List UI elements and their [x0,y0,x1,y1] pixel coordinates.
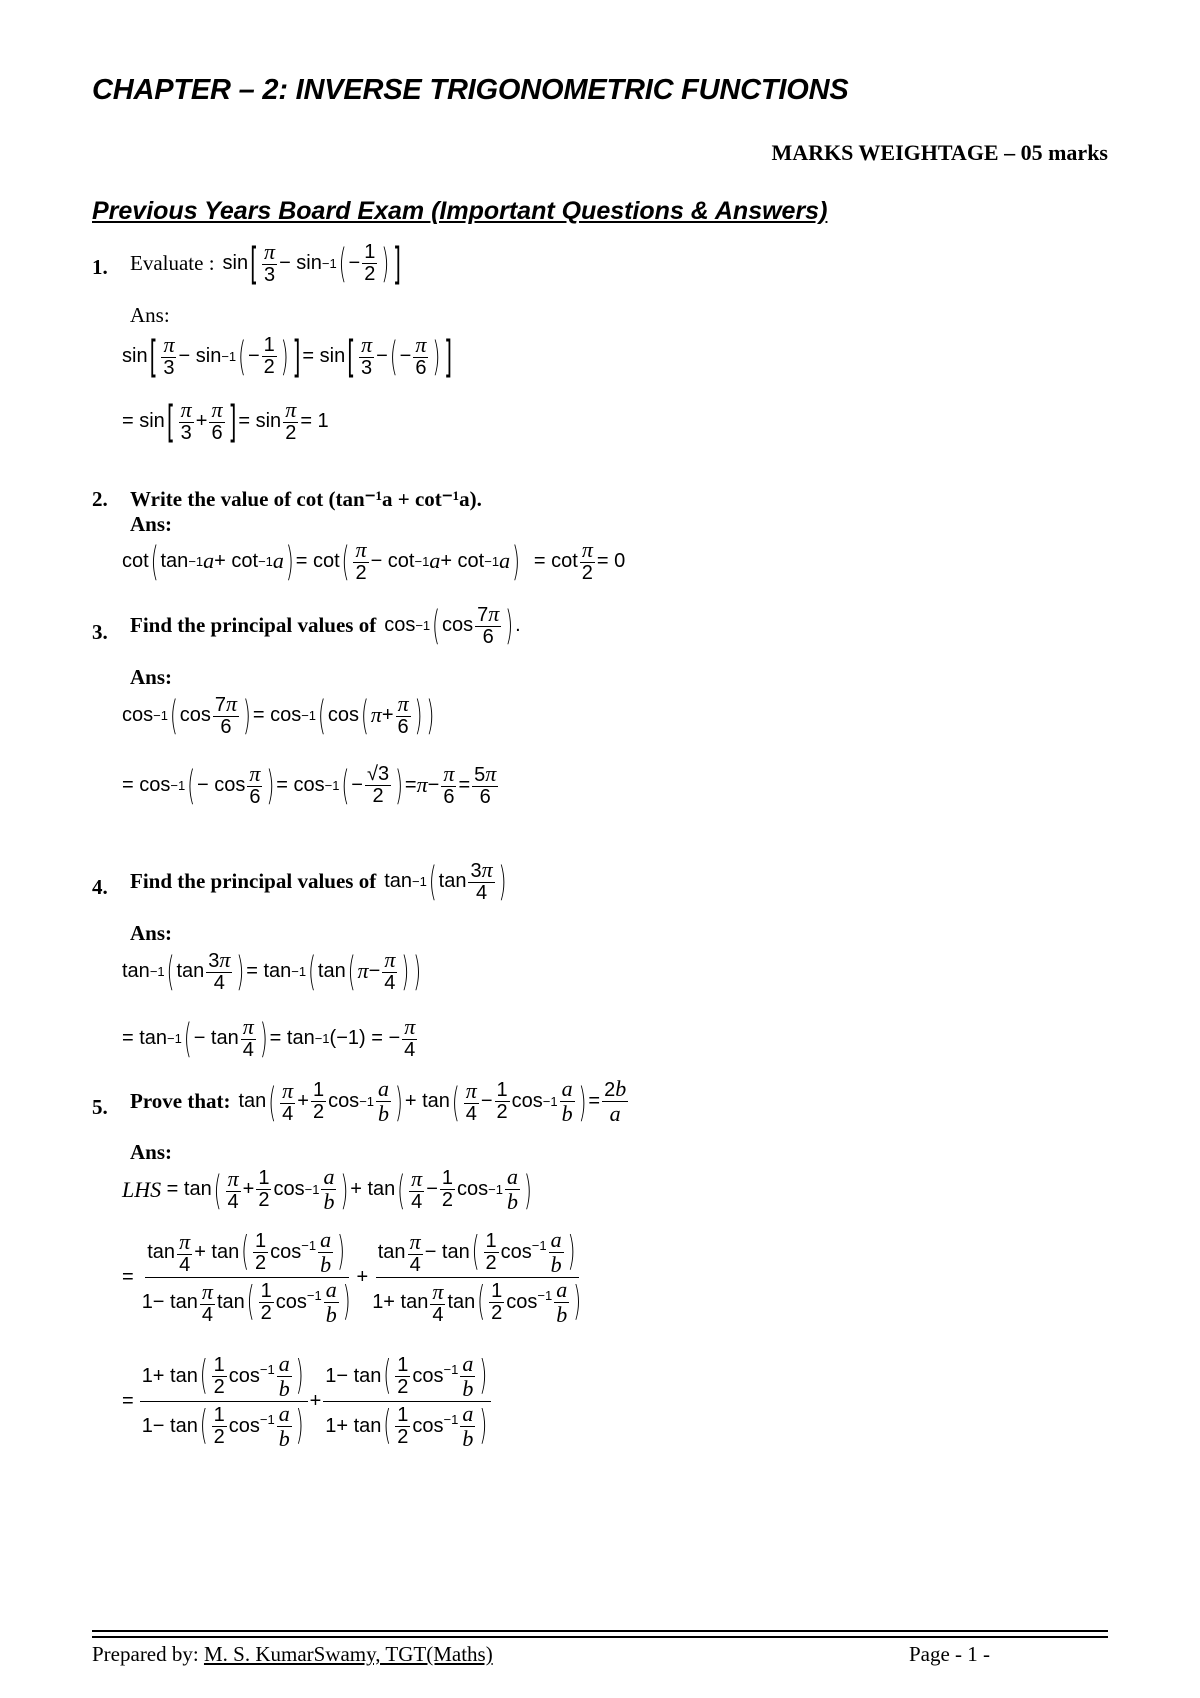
question-prompt: Find the principal values of [130,612,377,637]
answer-label: Ans: [130,921,173,945]
question-2 [130,487,482,512]
question-5 [130,1077,630,1126]
footer-divider [92,1636,1108,1638]
question-prompt: Find the principal values of [130,868,377,893]
question-number: 3. [92,620,108,644]
question-prompt: Write the value of cot (tan⁻¹a + cot⁻¹a). [130,487,482,511]
math-expression: cos −1 ( cos $\frac{7\pi}{6}$ ) . [384,601,521,649]
section-title: Previous Years Board Exam (Important Questions & Answers) [92,197,828,225]
question-number: 2. [92,487,108,511]
math-expression: cot ( tan −1 a + cot −1 a ) = cot ( $\frac{\pi}{2}$ − cot −1 a + cot −1 a ) = cot $\frac{\pi}{2}$ = 0 [122,537,626,585]
page-number: Page - 1 - [908,1642,990,1666]
math-expression: = cos −1 ( − cos $\frac{\pi}{6}$ ) = cos −1 ( − $\frac{√3}{2}$ ) = π − $\frac{\pi}{6}$ = $\frac{5\pi}{6}$ [122,761,497,809]
math-expression: = sin [ $\frac{\pi}{3}$ + $\frac{\pi}{6}$ ] = sin $\frac{\pi}{2}$ = 1 [122,394,329,448]
answer-label: Ans: [130,665,173,689]
prepared-label: Prepared by: [92,1642,199,1666]
math-expression: = tan −1 ( − tan $\frac{\pi}{4}$ ) = tan −1 (−1) = − $\frac{\pi}{4}$ [122,1014,416,1062]
math-expression: = tan $\frac{\pi}{4}$ + tan ( $\frac{1}{2}$ $\cos^{-1}$ $\frac{a}{b}$ ) 1− tan $\frac{\pi}{4}$ tan ( $\frac{1}{2}$ $\cos^{-1}$ $\frac{a}{b}$ ) + tan $\frac{\pi}{4}$ − tan ( $\frac{1}{2}$ $\cos^{-1}$ $\frac{a}{b}$ ) 1+ tan $\frac{\pi}{4}$ tan ( $\frac{1}{2}$ $\cos^{-1}$ $\frac{a}{b}$ ) [122,1226,581,1327]
math-expression: tan −1 ( tan $\frac{3\pi}{4}$ ) = tan −1 ( tan ( π − $\frac{\pi}{4}$ ) ) [122,947,422,995]
footer-divider [92,1630,1108,1632]
math-expression: tan −1 ( tan $\frac{3\pi}{4}$ ) [384,857,507,905]
math-expression: = 1+ tan ( $\frac{1}{2}$ $\cos^{-1}$ $\frac{a}{b}$ ) 1− tan ( $\frac{1}{2}$ $\cos^{-1}$ $\frac{a}{b}$ ) + 1− tan ( $\frac{1}{2}$ $\cos^{-1}$ $\frac{a}{b}$ ) 1+ tan ( $\frac{1}{2}$ $\cos^{-1}$ $\frac{a}{b}$ ) [122,1352,493,1451]
math-expression: cos −1 ( cos $\frac{7\pi}{6}$ ) = cos −1 ( cos ( π + $\frac{\pi}{6}$ ) ) [122,691,435,739]
math-expression: sin [ $\frac{\pi}{3}$ − sin −1 ( − $\frac{1}{2}$ ) ] = sin [ $\frac{\pi}{3}$ − ( − $\frac{\pi}{6}$ ) ] [122,329,453,383]
math-expression: sin [ $\frac{\pi}{3}$ − sin −1 ( − $\frac{1}{2}$ ) ] [222,236,401,290]
question-number: 5. [92,1095,108,1119]
answer-label: Ans: [130,512,173,536]
question-1 [130,236,403,290]
question-4 [130,858,508,904]
question-3 [130,602,521,648]
question-prompt: Prove that: [130,1089,231,1113]
question-number: 1. [92,255,108,279]
answer-label: Ans: [130,303,170,327]
math-expression: tan ( $\frac{\pi}{4}$ + $\frac{1}{2}$ cos −1 $\frac{a}{b}$ ) + tan ( $\frac{\pi}{4}$ − $\frac{1}{2}$ cos −1 $\frac{a}{b}$ ) = $\frac{2b}{a}$ [238,1076,627,1126]
question-number: 4. [92,875,108,899]
chapter-title: CHAPTER – 2: INVERSE TRIGONOMETRIC FUNCTIONS [92,74,849,106]
answer-label: Ans: [130,1140,173,1164]
author-name: M. S. KumarSwamy, TGT(Maths) [203,1642,493,1666]
footer-prepared-by [92,1642,493,1667]
question-prompt: Evaluate : [130,250,215,275]
math-expression: LHS = tan ( $\frac{\pi}{4}$ + $\frac{1}{2}$ cos −1 $\frac{a}{b}$ ) + tan ( $\frac{\pi}{4}$ − $\frac{1}{2}$ cos −1 $\frac{a}{b}$ ) [122,1164,532,1214]
marks-weightage: MARKS WEIGHTAGE – 05 marks [771,140,1108,165]
